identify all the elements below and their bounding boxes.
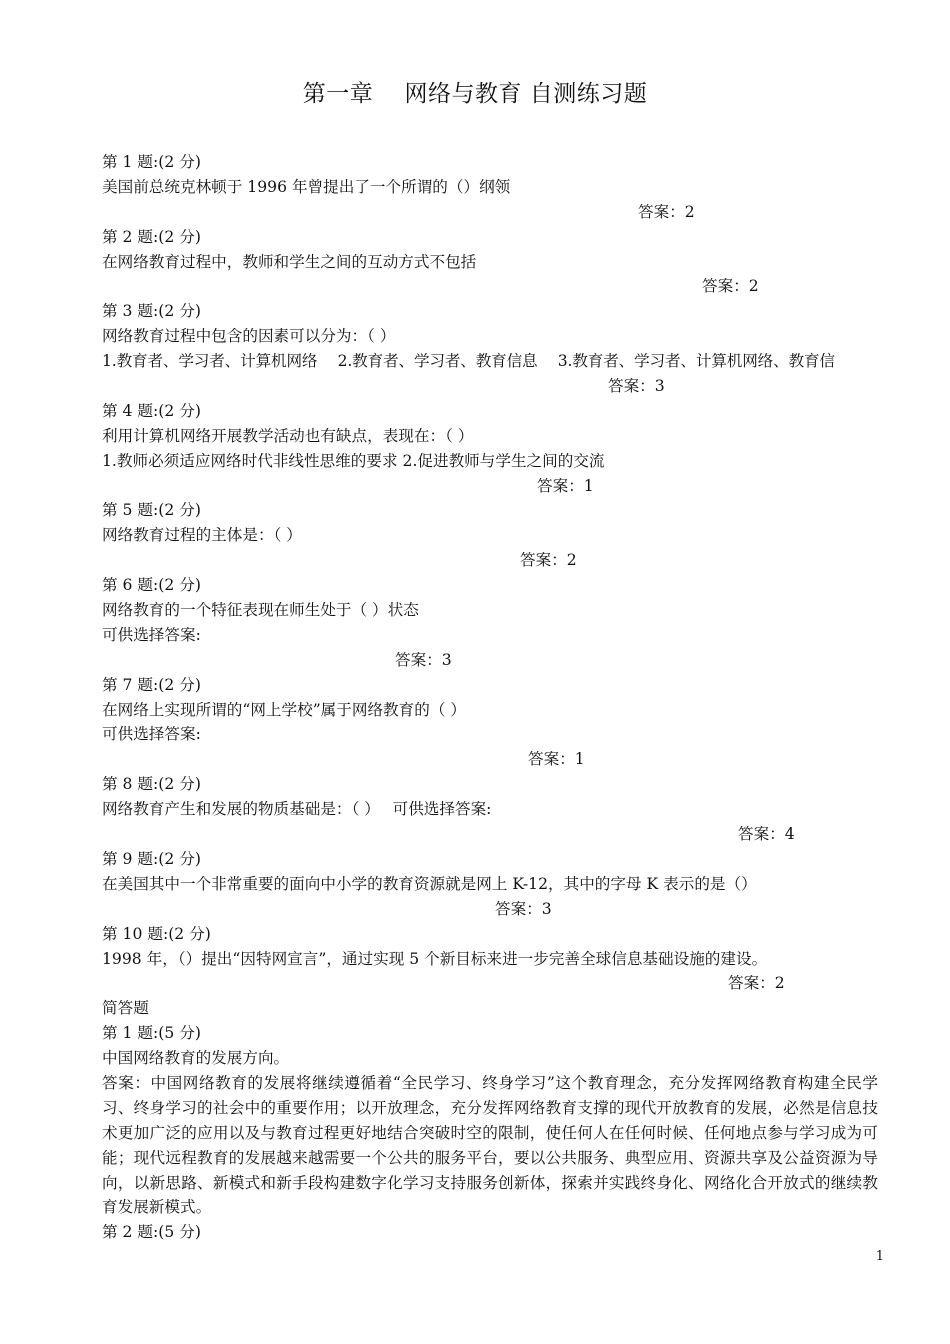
question-options — [102, 971, 878, 996]
answer-text: 答案：2 — [702, 277, 759, 296]
question-text: 1998 年，（）提出“因特网宣言”，通过实现 5 个新目标来进一步完善全球信息基础设施的建设。 — [102, 949, 768, 968]
answer-text: 答案：3 — [608, 377, 665, 396]
question-text: 在美国其中一个非常重要的面向中小学的教育资源就是网上 K-12，其中的字母 K 表示的是（） — [102, 874, 757, 893]
answer-text: 答案：3 — [395, 650, 452, 669]
question-options — [102, 822, 878, 847]
question-text: 在网络教育过程中，教师和学生之间的互动方式不包括 — [102, 252, 477, 271]
question-header: 第 2 题:(2 分) — [102, 227, 201, 246]
question-options — [102, 747, 878, 772]
question-options — [102, 374, 878, 399]
question-header: 第 3 题:(2 分) — [102, 302, 201, 321]
question-options — [102, 474, 878, 499]
question-header: 第 4 题:(2 分) — [102, 401, 201, 420]
question-text: 网络教育产生和发展的物质基础是：（ ） 可供选择答案: — [102, 800, 492, 819]
question-options — [102, 200, 878, 225]
answer-text: 答案：2 — [638, 202, 695, 221]
section-title: 简答题 — [102, 999, 149, 1018]
answer-text: 答案：2 — [520, 551, 577, 570]
question-options — [102, 548, 878, 573]
options-text: 1.教师必须适应网络时代非线性思维的要求 2.促进教师与学生之间的交流 — [102, 451, 605, 470]
question-options — [102, 897, 878, 922]
answer-text: 答案：3 — [495, 899, 552, 918]
question-text: 利用计算机网络开展教学活动也有缺点，表现在：（ ） — [102, 426, 474, 445]
question-text: 中国网络教育的发展方向。 — [102, 1049, 290, 1068]
document-body — [102, 150, 878, 1245]
options-text: 1.教育者、学习者、计算机网络 2.教育者、学习者、教育信息 3.教育者、学习者、计算机网络、教育信 — [102, 352, 835, 371]
answer-text: 答案：2 — [728, 974, 785, 993]
page-title: 第一章 网络与教育 自测练习题 — [302, 81, 648, 107]
question-header: 第 1 题:(2 分) — [102, 153, 201, 171]
question-options — [102, 648, 878, 673]
question-text: 网络教育过程中包含的因素可以分为：（ ） — [102, 327, 396, 346]
question-text: 网络教育过程的主体是：（ ） — [102, 526, 302, 545]
question-text: 美国前总统克林顿于 1996 年曾提出了一个所谓的（）纲领 — [102, 177, 511, 196]
question-header: 第 1 题:(5 分) — [102, 1024, 201, 1043]
question-header: 第 2 题:(5 分) — [102, 1223, 201, 1242]
question-header: 第 10 题:(2 分) — [102, 924, 211, 943]
choices-label: 可供选择答案: — [102, 725, 201, 744]
answer-text: 答案：1 — [537, 476, 594, 495]
page-number: 1 — [875, 1249, 884, 1264]
answer-text: 答案：1 — [528, 750, 585, 769]
question-header: 第 6 题:(2 分) — [102, 576, 201, 595]
question-text: 在网络上实现所谓的“网上学校”属于网络教育的（ ） — [102, 700, 466, 719]
question-header: 第 7 题:(2 分) — [102, 675, 201, 694]
choices-label: 可供选择答案: — [102, 625, 201, 644]
question-header: 第 9 题:(2 分) — [102, 849, 201, 868]
question-header: 第 5 题:(2 分) — [102, 501, 201, 520]
answer-text: 答案：4 — [738, 825, 795, 844]
question-header: 第 8 题:(2 分) — [102, 775, 201, 794]
question-text: 网络教育的一个特征表现在师生处于（ ）状态 — [102, 601, 419, 620]
question-options — [102, 274, 878, 299]
answer-paragraph: 答案：中国网络教育的发展将继续遵循着“全民学习、终身学习”这个教育理念，充分发挥网络教育构建全民学习、终身学习的社会中的重要作用；以开放理念，充分发挥网络教育支撑的现代开放教育的发展，必然是信息技术更加广泛的应用以及与教育过程更好地结合突破时空的限制，使任何人在任何时候、任何地点参与学习成为可能；现代远程教育的发展越来越需要一个公共的服务平台，要以公共服务、典型应用、资源共享及公益资源为导向，以新思路、新模式和新手段构建数字化学习支持服务创新体，探索并实践终身化、网络化合开放式的继续教育发展新模式。 — [102, 1073, 878, 1217]
